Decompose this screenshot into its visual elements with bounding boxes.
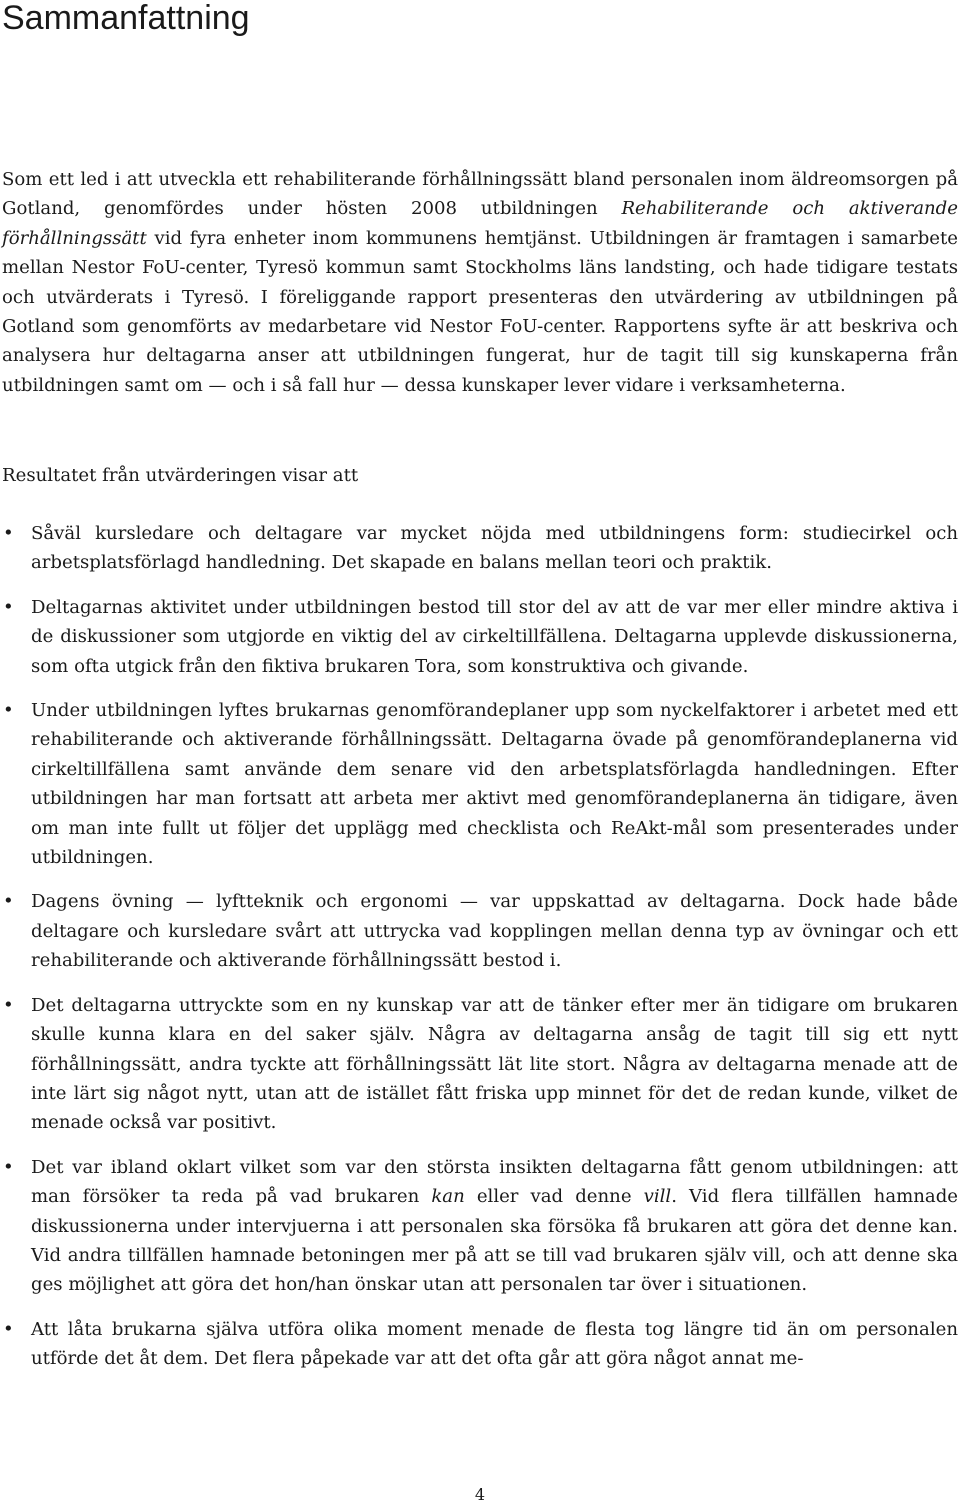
list-item-text: Såväl kursledare och deltagare var mycket nöjda med utbildningens form: studiecirkel och arbetsplatsförlagd handledning. Det skapade en balans mellan teori och praktik. bbox=[31, 523, 958, 574]
list-item bbox=[0, 1153, 960, 1300]
bullet-icon: • bbox=[3, 523, 14, 544]
bullet-icon: • bbox=[3, 596, 14, 618]
list-item-text: Under utbildningen lyftes brukarnas genomförandeplaner upp som nyckelfaktorer i arbetet med ett rehabiliterande och aktiverande förhållningssätt. Deltagarna övade på genomförandeplanerna vid cirkeltillfällena samt använde dem senare vid den arbetsplatsförlagda handledningen. Efter utbildningen har man fortsatt att arbeta mer aktivt med genomförandeplanerna än tidigare, även om man inte fullt ut följer det upplägg med checklista och ReAkt-mål som presenterades under utbildningen. bbox=[31, 700, 958, 869]
bullet-icon: • bbox=[3, 891, 14, 913]
emphasis-vill: vill bbox=[643, 1186, 672, 1208]
list-item-text: Deltagarnas aktivitet under utbildningen bestod till stor del av att de var mer eller mindre aktiva i de diskussioner som utgjorde en viktig del av cirkeltillfällena. Deltagarna upplevde diskussionerna, som ofta utgick från den fiktiva brukaren Tora, som konstruktiva och givande. bbox=[31, 596, 958, 677]
intro-text-part-2: vid fyra enheter inom kommunens hemtjänst. Utbildningen är framtagen i samarbete mellan Nestor FoU-center, Tyresö kommun samt Stockholms läns landsting, och hade tidigare testats och utvärderats i Tyresö. I föreliggande rapport presenteras den utvärdering av utbildningen på Gotland som genomförts av medarbetare vid Nestor FoU-center. Rapportens syfte är att beskriva och analysera hur deltagarna anser att utbildningen fungerat, hur de tagit till sig kunskaperna från utbildningen samt om — och i så fall hur — dessa kunskaper lever vidare i verksamheterna. bbox=[2, 227, 958, 396]
list-item bbox=[0, 519, 960, 578]
list-item bbox=[0, 1315, 960, 1374]
intro-paragraph bbox=[2, 165, 958, 400]
results-lead-in: Resultatet från utvärderingen visar att bbox=[2, 465, 359, 486]
list-item-text-part-2: eller vad denne bbox=[464, 1186, 644, 1208]
list-item-text-part-3: . Vid flera tillfällen hamnade diskussionerna under intervjuerna i att personalen ska försöka få brukaren att göra det denne kan. Vid andra tillfällen hamnade betoningen mer på att se till vad brukaren själv vill, och att denne ska ges möjlighet att göra det hon/han önskar utan att personalen tar över i situationen. bbox=[31, 1186, 958, 1296]
list-item bbox=[0, 991, 960, 1138]
intro-text-part-1: Som ett led i att utveckla ett rehabiliterande förhållningssätt bland personalen inom äldreomsorgen på Gotland, genomfördes under hösten 2008 utbildningen bbox=[2, 169, 958, 220]
page-title: Sammanfattning bbox=[2, 0, 250, 37]
bullet-icon: • bbox=[3, 700, 14, 722]
page-number: 4 bbox=[474, 1485, 486, 1504]
list-item bbox=[0, 887, 960, 975]
bullet-icon: • bbox=[3, 1156, 14, 1178]
list-item-text: Det deltagarna uttryckte som en ny kunskap var att de tänker efter mer än tidigare om brukaren skulle kunna klara en del saker själv. Några av deltagarna ansåg de tagit till sig ett nytt förhållningssätt, andra tyckte att förhållningssätt lät lite stort. Några av deltagarna menade att de inte lärt sig något nytt, utan att de istället fått friska upp minnet för det de redan kunde, vilket de menade också var positivt. bbox=[31, 994, 958, 1134]
results-list bbox=[0, 519, 960, 1389]
course-title: Rehabiliterande och aktiverande förhållningssätt bbox=[2, 198, 958, 249]
bullet-icon: • bbox=[3, 1318, 14, 1340]
list-item bbox=[0, 593, 960, 681]
list-item-text: Dagens övning — lyftteknik och ergonomi — var uppskattad av deltagarna. Dock hade både deltagare och kursledare svårt att uttrycka vad kopplingen mellan denna typ av övningar och ett rehabiliterande och aktiverande förhållningssätt bestod i. bbox=[31, 891, 958, 972]
emphasis-kan: kan bbox=[431, 1186, 465, 1208]
list-item-text: Att låta brukarna själva utföra olika moment menade de flesta tog längre tid än om personalen utförde det åt dem. Det flera påpekade var att det ofta går att göra något annat me- bbox=[31, 1318, 958, 1370]
bullet-icon: • bbox=[3, 994, 14, 1016]
list-item bbox=[0, 696, 960, 872]
list-item-text-part-1: Det var ibland oklart vilket som var den största insikten deltagarna fått genom utbildningen: att man försöker ta reda på vad brukaren bbox=[31, 1156, 958, 1208]
